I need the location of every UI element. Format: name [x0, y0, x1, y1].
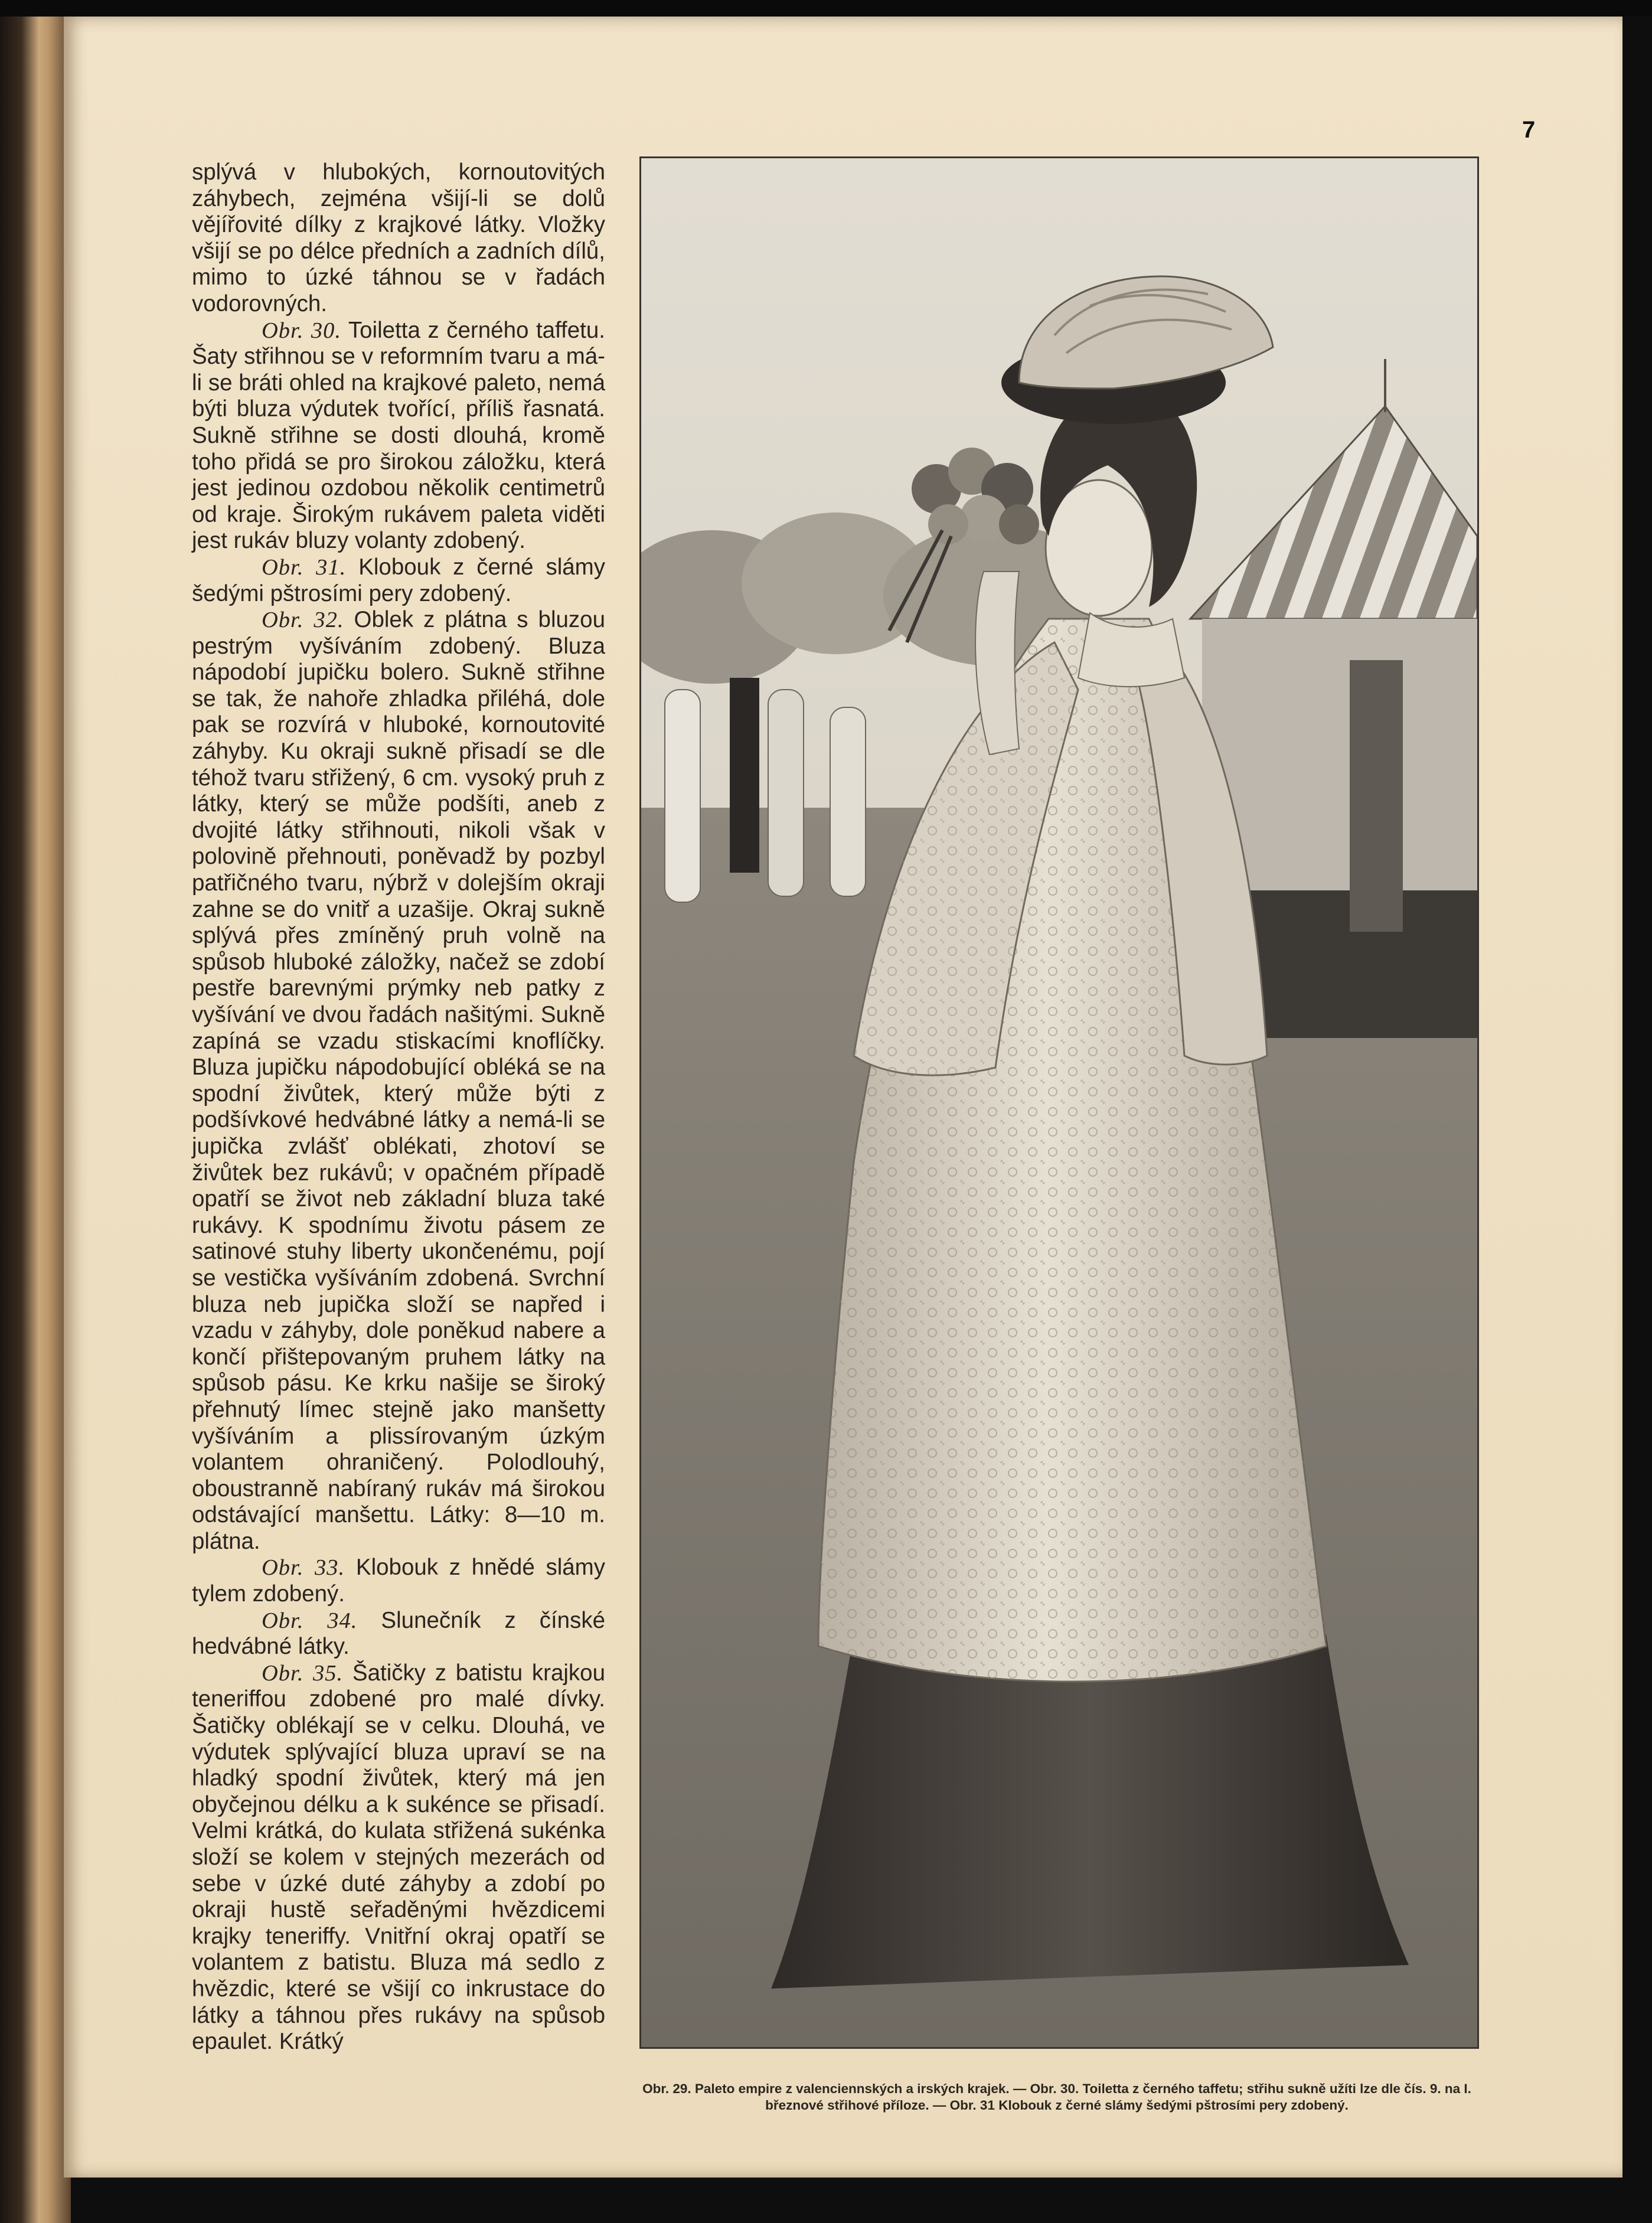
paragraph-obr-34 [192, 1608, 605, 1660]
paragraph-intro [192, 159, 605, 318]
scan-border-top [0, 0, 1652, 17]
paragraph-text: splývá v hlubokých, kornoutovitých záhybech, zejména všijí-li se dolů vějířovité dílky z krajkové látky. Vložky všijí se po délce předních a zadních dílů, mimo to úzké táhnou se v řadách vodorovných. [192, 159, 605, 316]
page-number: 7 [1522, 117, 1536, 143]
paragraph-lead: Obr. 33. [262, 1555, 345, 1581]
paragraph-text: Oblek z plátna s bluzou pestrým vyšíváním zdobený. Bluza nápodobí jupičku bolero. Sukně střihne se tak, že nahoře zhladka přiléhá, dole pak se rozvírá v hluboké, kornoutovité záhyby. Ku okraji sukně přisadí se dle téhož tvaru střižený, 6 cm. vysoký pruh z látky, který se může podšíti, aneb z dvojité látky střihnouti, nikoli však v polovině přehnouti, poněvadž by pozbyl patřičného tvaru, nýbrž v dolejším okraji zahne se do vnitř a uzašije. Okraj sukně splývá přes zmíněný pruh volně na spůsob hluboké záložky, načež se zdobí pestře barevnými prýmky neb patky z vyšívání ve dvou řadách našitými. Sukně zapíná se vzadu stiskacími knoflíčky. Bluza jupičku nápodobující obléká se na spodní živůtek, který může býti z podšívkové hedvábné látky a nemá-li se jupička zvlášť oblékati, zhotoví se živůtek bez rukávů; v opačném případě opatří se život neb základní bluza také rukávy. K spodnímu životu pásem ze satinové stuhy liberty ukončenému, pojí se vestička vyšíváním zdobená. Svrchní bluza neb jupička složí se napřed i vzadu v záhyby, dole poněkud nabere a končí přištepovaným pruhem látky na spůsob pásu. Ke krku našije se široký přehnutý límec stejně jako manšetty vyšíváním a plissírovaným úzkým volantem ohraničený. Polodlouhý, oboustranně nabíraný rukáv má širokou odstávající manšettu. Látky: 8—10 m. plátna. [192, 607, 605, 1554]
paragraph-obr-30 [192, 318, 605, 554]
paragraph-text: Šatičky z batistu krajkou teneriffou zdobené pro malé dívky. Šatičky oblékají se v celku. Dlouhá, ve výdutek splývající bluza upraví se na hladký spodní živůtek, který má jen obyčejnou délku a k sukénce se přisadí. Velmi krátká, do kulata střižená sukénka složí se kolem v stejných mezerách od sebe v úzké duté záhyby a zdobí po okraji hustě seřaděnými hvězdicemi krajky teneriffy. Vnitřní okraj opatří se volantem z batistu. Bluza má sedlo z hvězdic, které se všijí co inkrustace do látky a táhnou přes rukávy na spůsob epaulet. Krátký [192, 1660, 605, 2055]
fashion-illustration [639, 156, 1479, 2049]
paragraph-obr-35 [192, 1660, 605, 2055]
paragraph-text: Klobouk z černé slámy šedými pštrosími pery zdobený. [192, 554, 605, 606]
figure-caption: Obr. 29. Paleto empire z valenciennských a irských krajek. — Obr. 30. Toiletta z černého taffetu; střihu sukně užíti lze dle čís. 9. na I. březnové střihové příloze. — Obr. 31 Klobouk z černé slámy šedými pštrosími pery zdobený. [642, 2081, 1471, 2113]
text-column [192, 159, 605, 2143]
paragraph-text: Toiletta z černého taffetu. Šaty střihnou se v reformním tvaru a má-li se bráti ohled na krajkové paleto, nemá býti bluza výdutek tvořící, příliš řasnatá. Sukně střihne se dosti dlouhá, kromě toho přidá se pro širokou záložku, která jest jedinou ozdobou několik centimetrů od kraje. Širokým rukávem paleta viděti jest rukáv bluzy volanty zdobený. [192, 317, 605, 554]
paragraph-text: Klobouk z hnědé slámy tylem zdobený. [192, 1555, 605, 1607]
book-binding-edge [0, 17, 71, 2223]
paragraph-lead: Obr. 31. [262, 554, 347, 580]
paragraph-lead: Obr. 30. [262, 318, 342, 343]
paragraph-lead: Obr. 35. [262, 1660, 344, 1686]
illustration-drawing [641, 158, 1477, 2047]
paragraph-lead: Obr. 32. [262, 608, 344, 633]
paragraph-obr-32 [192, 607, 605, 1555]
paragraph-lead: Obr. 34. [262, 1608, 358, 1633]
paragraph-text: Slunečník z čínské hedvábné látky. [192, 1607, 605, 1660]
paragraph-obr-31 [192, 554, 605, 607]
paragraph-obr-33 [192, 1555, 605, 1607]
